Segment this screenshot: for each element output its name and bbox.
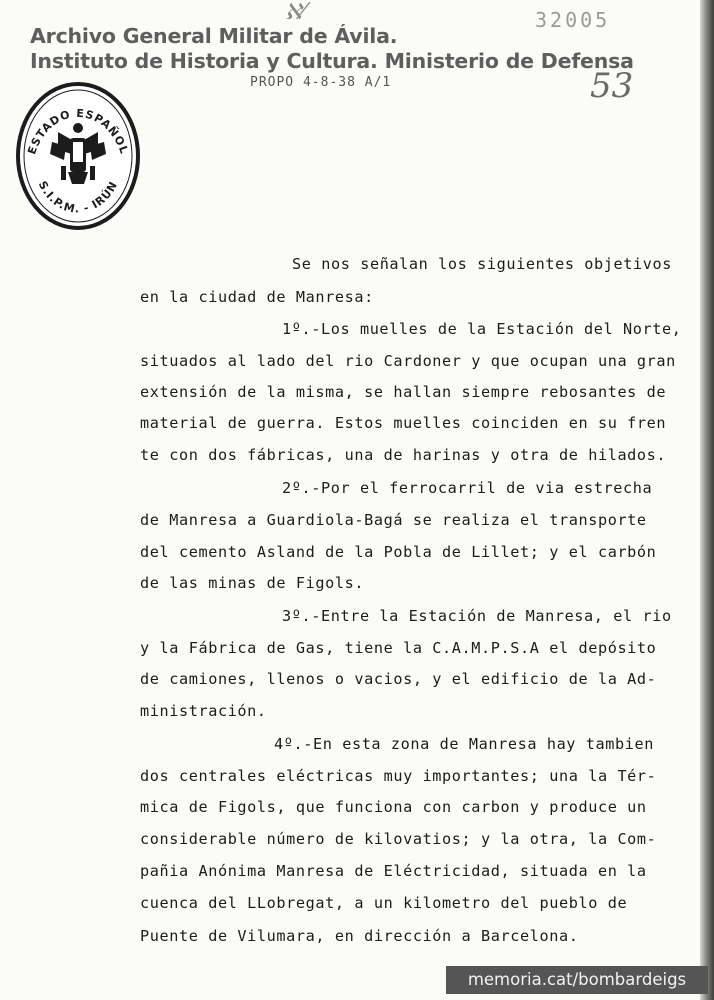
text-line: material de guerra. Estos muelles coinciden en su fren <box>140 414 667 432</box>
text-line: considerable número de kilovatios; y la otra, la Com- <box>140 830 657 848</box>
text-line: 3º.-Entre la Estación de Manresa, el rio <box>282 607 672 625</box>
text-line: del cemento Asland de la Pobla de Lillet; y el carbón <box>140 543 657 561</box>
text-line: en la ciudad de Manresa: <box>140 288 374 306</box>
text-line: 4º.-En esta zona de Manresa hay tambien <box>274 735 655 753</box>
text-line: extensión de la misma, se hallan siempre rebosantes de <box>140 383 667 401</box>
text-line: mica de Figols, que funciona con carbon y produce un <box>140 798 647 816</box>
text-line: dos centrales eléctricas muy importantes; una la Tér- <box>140 767 657 785</box>
text-line: ministración. <box>140 702 267 720</box>
archive-number: 32005 <box>535 8 611 32</box>
text-line: Puente de Vilumara, en dirección a Barcelona. <box>140 927 579 945</box>
text-line: pañia Anónima Manresa de Eléctricidad, situada en la <box>140 862 647 880</box>
handwritten-mark: ℵ⁄ <box>285 0 306 25</box>
text-line: cuenca del LLobregat, a un kilometro del pueblo de <box>140 894 628 912</box>
text-line: y la Fábrica de Gas, tiene la C.A.M.P.S.A el depósito <box>140 639 657 657</box>
watermark-line-1: Archivo General Militar de Ávila. <box>30 24 398 48</box>
svg-text:ESTADO ESPAÑOL: ESTADO ESPAÑOL <box>25 106 131 157</box>
text-line: de camiones, llenos o vacios, y el edificio de la Ad- <box>140 670 657 688</box>
svg-text:S.I.P.M. - IRÚN: S.I.P.M. - IRÚN <box>35 178 121 216</box>
sipm-seal-stamp <box>14 80 142 230</box>
text-line: te con dos fábricas, una de harinas y otra de hilados. <box>140 446 667 464</box>
text-line: de Manresa a Guardiola-Bagá se realiza el transporte <box>140 511 647 529</box>
watermark-line-2: Instituto de Historia y Cultura. Ministerio de Defensa <box>30 49 634 73</box>
text-line: situados al lado del rio Cardoner y que ocupan una gran <box>140 352 676 370</box>
source-url-badge[interactable]: memoria.cat/bombardeigs <box>446 966 708 994</box>
text-line: de las minas de Figols. <box>140 574 365 592</box>
text-line: 2º.-Por el ferrocarril de via estrecha <box>282 479 653 497</box>
archive-watermark <box>30 24 634 74</box>
text-line: 1º.-Los muelles de la Estación del Norte, <box>282 320 682 338</box>
text-line: Se nos señalan los siguientes objetivos <box>292 255 673 273</box>
page-edge-shadow <box>700 0 714 1000</box>
page-number-handwritten: 53 <box>590 66 634 106</box>
top-reference-stamp: PROPO 4-8-38 A/1 <box>250 75 392 90</box>
